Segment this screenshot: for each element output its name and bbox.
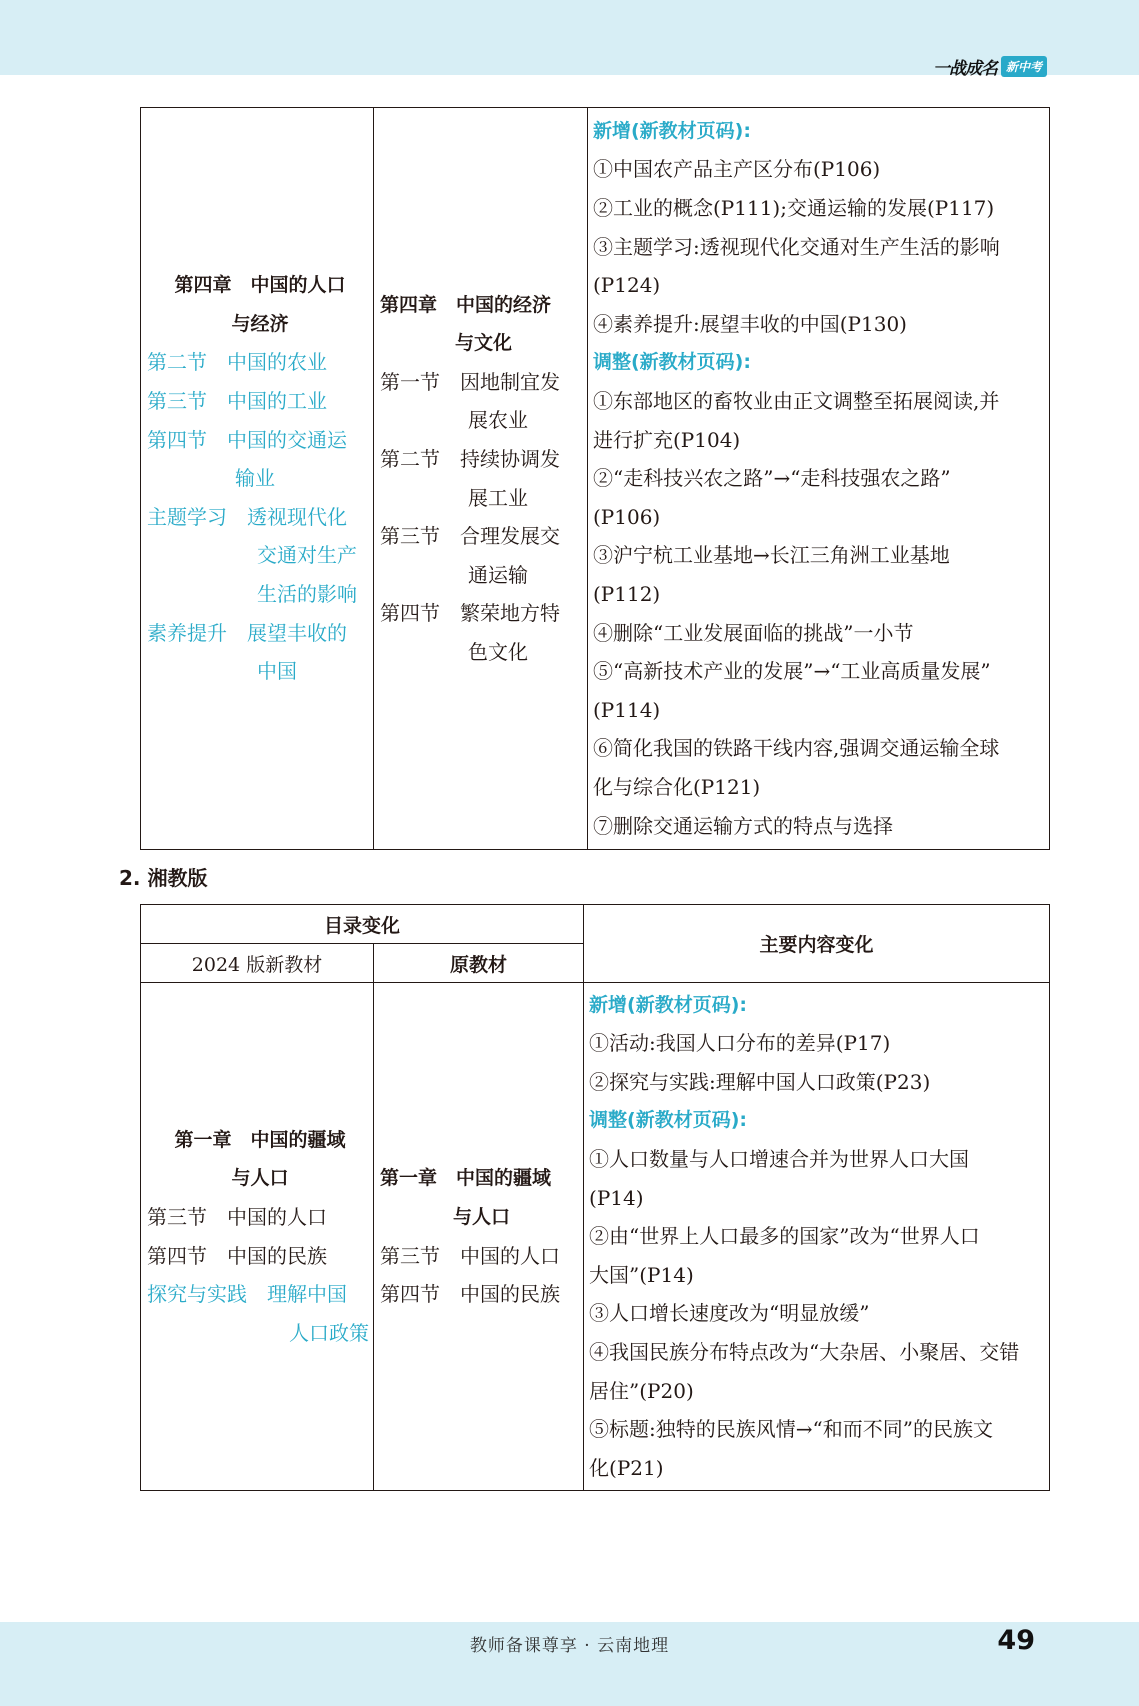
t2-content-change-line: ④我国民族分布特点改为“大杂居、小聚居、交错	[589, 1339, 1020, 1364]
t1-content-change-line: 调整(新教材页码):	[593, 351, 751, 374]
t1-old-catalog-line: 第四章 中国的经济	[380, 293, 552, 316]
t2-content-change-line: (P14)	[589, 1185, 644, 1210]
t1-content-change-line: 新增(新教材页码):	[593, 119, 751, 142]
t2-new-catalog-line: 与人口	[231, 1167, 289, 1190]
t2-content-change-line: 化(P21)	[589, 1455, 664, 1480]
t1-old-catalog-line: 通运输	[468, 562, 528, 587]
t1-content-change-line: (P106)	[593, 504, 661, 529]
t1-new-catalog-line: 第三节 中国的工业	[147, 389, 327, 414]
t2-new-catalog-line: 探究与实践 理解中国	[147, 1282, 347, 1307]
t2-content-change-line: 调整(新教材页码):	[589, 1109, 747, 1132]
t1-old-catalog-line: 展农业	[468, 408, 528, 433]
t1-content-change-line: ③沪宁杭工业基地→长江三角洲工业基地	[593, 543, 950, 568]
t1-content-change-line: ③主题学习:透视现代化交通对生产生活的影响	[593, 234, 1000, 259]
page-number: 49	[997, 1625, 1035, 1656]
t2-new-catalog-line: 第三节 中国的人口	[147, 1204, 327, 1229]
t1-content-change-line: (P112)	[593, 581, 661, 606]
table-renjiao-chapter4	[140, 107, 1050, 850]
t2-content-change-line: 新增(新教材页码):	[589, 993, 747, 1016]
t1-content-change-line: 化与综合化(P121)	[593, 774, 761, 799]
t2-new-catalog-cell	[141, 983, 374, 1491]
header-catalog-change: 目录变化	[141, 905, 584, 944]
section-title-xiangjiao: 2. 湘教版	[119, 866, 208, 890]
t1-new-catalog-line: 生活的影响	[257, 581, 357, 606]
table-xiangjiao-chapter1	[140, 904, 1050, 1491]
t1-content-change-line: ②工业的概念(P111);交通运输的发展(P117)	[593, 196, 995, 221]
brand-logo	[933, 56, 1047, 77]
t2-new-catalog-line: 第一章 中国的疆域	[174, 1128, 346, 1151]
t2-old-catalog-line: 第三节 中国的人口	[380, 1243, 560, 1268]
t1-content-change-line: ①东部地区的畜牧业由正文调整至拓展阅读,并	[593, 389, 1000, 414]
header-new-textbook	[141, 944, 374, 983]
t2-content-change-line: ①人口数量与人口增速合并为世界人口大国	[589, 1147, 970, 1172]
t1-content-change-line: ⑤“高新技术产业的发展”→“工业高质量发展”	[593, 659, 991, 684]
t1-content-change-line: (P124)	[593, 273, 661, 298]
t1-content-change-line: ②“走科技兴农之路”→“走科技强农之路”	[593, 466, 951, 491]
header-old-textbook: 原教材	[374, 944, 584, 983]
t1-new-catalog-line: 与经济	[231, 312, 289, 335]
footer-text: 教师备课尊享 · 云南地理	[469, 1636, 670, 1656]
t1-new-catalog-line: 第四节 中国的交通运	[147, 427, 347, 452]
t1-new-catalog-line: 输业	[235, 466, 275, 491]
t2-content-change-line: ②探究与实践:理解中国人口政策(P23)	[589, 1069, 931, 1094]
t1-content-change-line: (P114)	[593, 697, 661, 722]
t1-old-catalog-line: 与文化	[454, 332, 512, 355]
header-content-change: 主要内容变化	[584, 905, 1050, 983]
t1-old-catalog-cell	[374, 108, 588, 850]
t2-old-catalog-cell	[374, 983, 584, 1491]
t1-old-catalog-line: 第二节 持续协调发	[380, 446, 560, 471]
t1-old-catalog-line: 第三节 合理发展交	[380, 524, 560, 549]
t2-old-catalog-line: 第一章 中国的疆域	[380, 1167, 552, 1190]
t2-old-catalog-line: 第四节 中国的民族	[380, 1282, 560, 1307]
t2-old-catalog-line: 与人口	[453, 1205, 511, 1228]
logo-main-text: 一战成名	[932, 59, 997, 79]
t1-new-catalog-line: 主题学习 透视现代化	[147, 504, 347, 529]
t2-content-change-line: ②由“世界上人口最多的国家”改为“世界人口	[589, 1224, 980, 1249]
t1-new-catalog-cell	[141, 108, 374, 850]
header-new-textbook-label: 2024 版新教材	[191, 953, 323, 976]
t2-content-change-line: 大国”(P14)	[589, 1262, 694, 1287]
t1-old-catalog-line: 展工业	[468, 485, 528, 510]
t2-content-change-line: ⑤标题:独特的民族风情→“和而不同”的民族文	[589, 1417, 993, 1442]
t1-new-catalog-line: 第二节 中国的农业	[147, 350, 327, 375]
t1-new-catalog-line: 素养提升 展望丰收的	[147, 620, 347, 645]
t1-old-catalog-line: 第四节 繁荣地方特	[380, 601, 560, 626]
t1-new-catalog-line: 中国	[257, 659, 297, 684]
t1-content-change-line: ①中国农产品主产区分布(P106)	[593, 157, 881, 182]
t2-content-change-line: ①活动:我国人口分布的差异(P17)	[589, 1031, 891, 1056]
t1-new-catalog-line: 第四章 中国的人口	[174, 274, 346, 297]
t1-content-change-line: ⑦删除交通运输方式的特点与选择	[593, 813, 893, 838]
t1-content-change-line: ⑥简化我国的铁路干线内容,强调交通运输全球	[593, 736, 1000, 761]
t1-content-change-line: ④删除“工业发展面临的挑战”一小节	[593, 620, 914, 645]
t1-old-catalog-line: 第一节 因地制宜发	[380, 369, 560, 394]
t2-content-change-line: 居住”(P20)	[589, 1378, 694, 1403]
t2-new-catalog-line: 第四节 中国的民族	[147, 1243, 327, 1268]
t1-content-change-line: ④素养提升:展望丰收的中国(P130)	[593, 311, 907, 336]
t1-old-catalog-line: 色文化	[468, 639, 528, 664]
t1-new-catalog-line: 交通对生产	[257, 543, 357, 568]
t1-content-change-line: 进行扩充(P104)	[593, 427, 741, 452]
t1-content-change-cell	[588, 108, 1050, 850]
t2-new-catalog-line: 人口政策	[289, 1320, 369, 1345]
t2-content-change-cell	[584, 983, 1050, 1491]
logo-tag: 新中考	[1001, 56, 1047, 77]
t2-content-change-line: ③人口增长速度改为“明显放缓”	[589, 1301, 870, 1326]
